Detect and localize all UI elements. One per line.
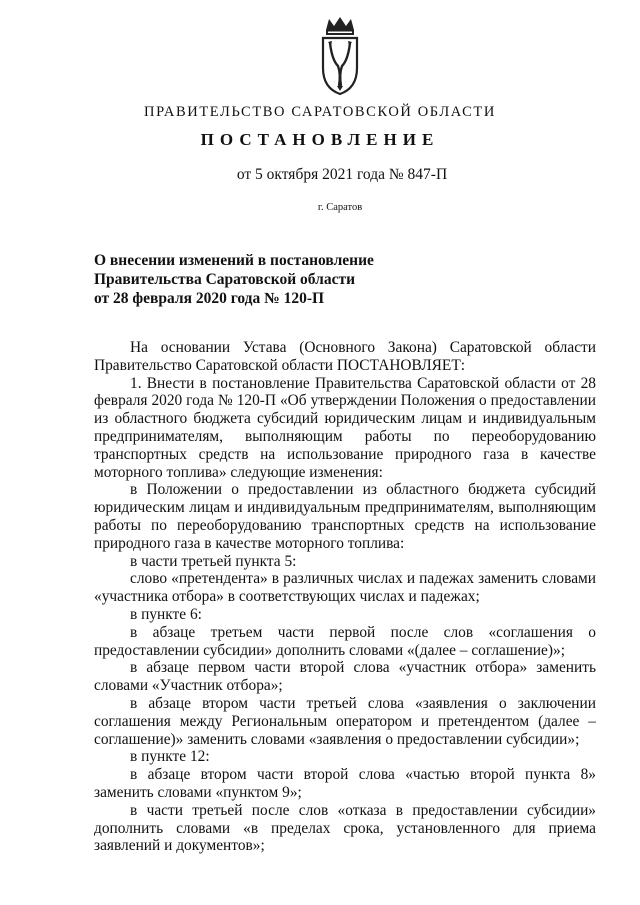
title-line: О внесении изменений в постановление [94, 252, 374, 269]
body-paragraph: в части третьей после слов «отказа в предоставлении субсидии» дополнить словами «в пределах срока, установленного для приема заявлений и документов»; [94, 801, 596, 855]
decree-date-number: от 5 октября 2021 года № 847-П [236, 166, 448, 183]
body-paragraph: в пункте 12: [130, 748, 210, 766]
body-paragraph: в абзаце первом части второй слова «участник отбора» заменить словами «Участник отбора»; [94, 659, 596, 695]
body-paragraph: слово «претендента» в различных числах и падежах заменить словами «участника отбора» в соответствующих числах и падежах; [94, 570, 596, 606]
body-paragraph: На основании Устава (Основного Закона) Саратовской области Правительство Саратовской области ПОСТАНОВЛЯЕТ: [94, 339, 596, 374]
body-paragraph: в пункте 6: [130, 605, 202, 623]
body-paragraph: в абзаце втором части третьей слова «заявления о заключении соглашения между Региональным оператором и претендентом (далее – соглашение)» заменить словами «заявления о предоставлении субсидии»; [94, 694, 596, 748]
government-heading: ПРАВИТЕЛЬСТВО САРАТОВСКОЙ ОБЛАСТИ [144, 104, 496, 120]
document-type-heading: ПОСТАНОВЛЕНИЕ [200, 130, 440, 149]
title-line: Правительства Саратовской области [94, 271, 355, 288]
title-line: от 28 февраля 2020 года № 120-П [94, 290, 325, 307]
body-paragraph: в абзаце втором части второй слова «частью второй пункта 8» заменить словами «пунктом 9»; [94, 766, 596, 801]
body-paragraph: в Положении о предоставлении из областного бюджета субсидий юридическим лицам и индивидуальным предпринимателям, выполняющим работы по переоборудованию транспортных средств на использование природного газа в качестве моторного топлива: [94, 481, 596, 552]
document-body [94, 339, 596, 855]
coat-of-arms-icon [318, 16, 362, 96]
document-title [94, 251, 414, 308]
body-paragraph: в части третьей пункта 5: [130, 552, 297, 570]
city-label: г. Саратов [317, 202, 363, 213]
body-paragraph: в абзаце третьем части первой после слов «соглашения о предоставлении субсидии» дополнить словами «(далее – соглашение)»; [94, 623, 596, 659]
body-paragraph: 1. Внести в постановление Правительства Саратовской области от 28 февраля 2020 года № 120-П «Об утверждении Положения о предоставлении из областного бюджета субсидий юридическим лицам и индивидуальным предпринимателям, выполняющим работы по переоборудованию транспортных средств на использование природного газа в качестве моторного топлива» следующие изменения: [94, 374, 596, 481]
